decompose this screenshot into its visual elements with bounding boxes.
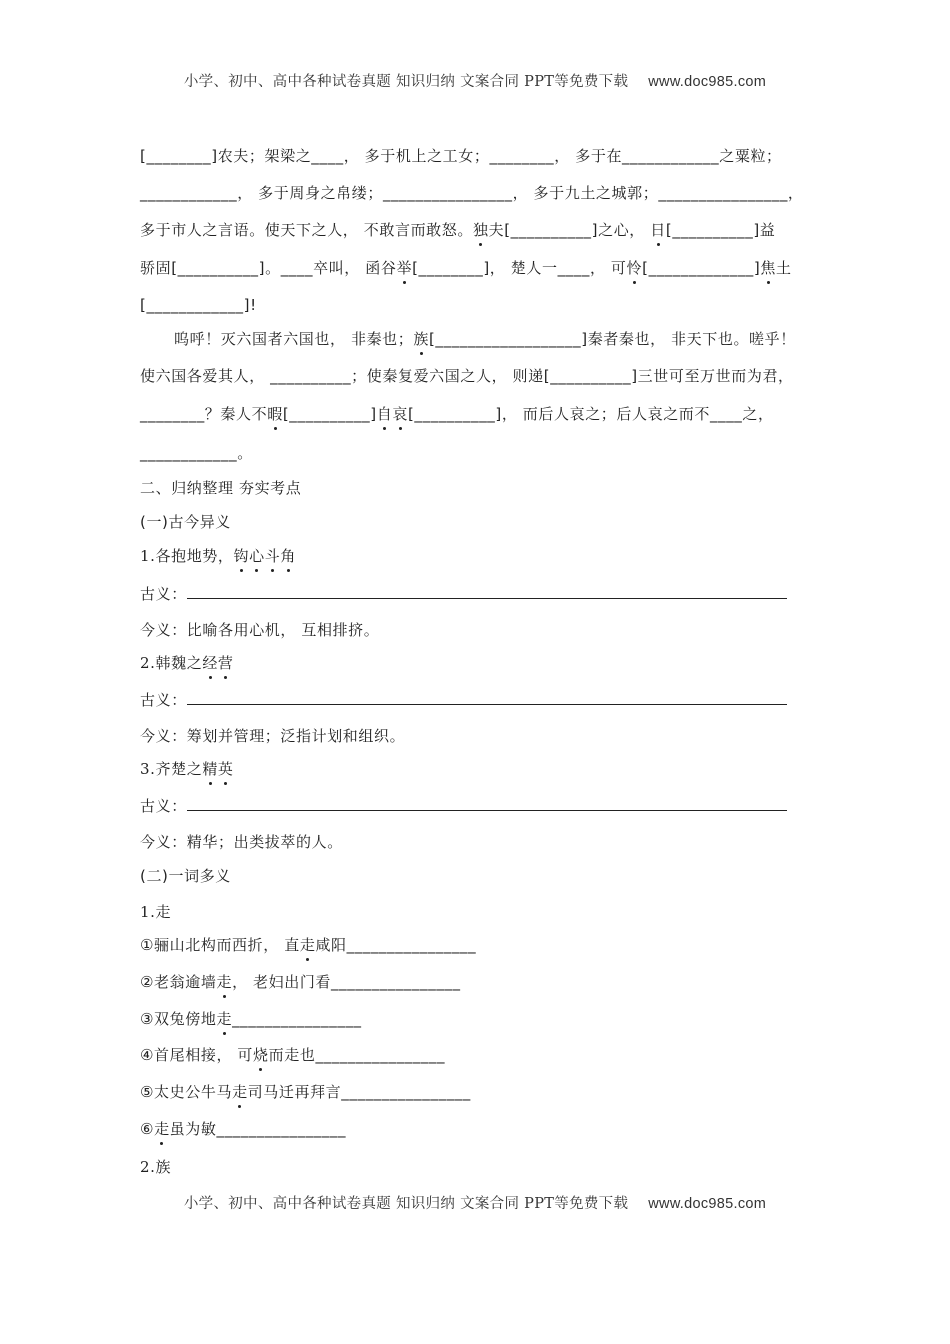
marked-char: 走 <box>232 1083 248 1101</box>
sentence-seg: ⑥ <box>140 1120 155 1138</box>
modern-meaning-3: 今义：精华；出类拔萃的人。 <box>140 833 343 851</box>
passage-seg: ________？秦人不 <box>140 405 268 423</box>
marked-char: 角 <box>280 547 296 565</box>
section-title: 二、归纳整理 夯实考点 <box>140 479 302 497</box>
marked-char: 钩 <box>233 547 250 565</box>
passage-seg: 多于市人之言语。使天下之人， 不敢言而敢怒。 <box>140 221 473 239</box>
label: 古义： <box>140 691 187 709</box>
item-prefix: 2.韩魏之 <box>140 654 203 672</box>
sentence-seg: 虽为敏________________ <box>169 1120 347 1138</box>
sentence-6 <box>140 1119 830 1139</box>
footer-text: 小学、初中、高中各种试卷真题 知识归纳 文案合同 PPT等免费下载 <box>183 1196 629 1212</box>
sentence-seg: ③双兔傍地 <box>140 1010 217 1028</box>
sentence-seg: ②老翁逾墙 <box>140 973 217 991</box>
marked-char: 走 <box>216 973 233 991</box>
item-3 <box>140 759 830 779</box>
passage-seg: [__________________]秦者秦也， 非天下也。嗟乎！ <box>428 330 796 348</box>
sentence-2 <box>140 972 830 992</box>
marked-char: 经 <box>202 654 218 672</box>
sentence-5 <box>140 1082 830 1102</box>
passage-line-3 <box>140 220 830 240</box>
sentence-seg: 司马迁再拜言________________ <box>247 1083 471 1101</box>
passage-line-6 <box>140 329 864 349</box>
header-site: www.doc985.com <box>648 74 767 90</box>
passage-seg: [_____________] <box>642 259 761 277</box>
marked-char: 英 <box>217 760 234 778</box>
marked-char: 走 <box>216 1010 233 1028</box>
marked-char: 举 <box>396 259 413 277</box>
marked-char: 暇 <box>267 405 283 423</box>
word-heading: 1.走 <box>140 903 172 921</box>
marked-char: 精 <box>202 760 218 778</box>
sentence-seg: ， 老妇出门看________________ <box>232 973 461 991</box>
passage-seg: [________]， 楚人一____， 可 <box>412 259 627 277</box>
answer-blank <box>187 586 787 599</box>
passage-seg: 土 <box>775 259 792 277</box>
marked-char: 心 <box>249 547 265 565</box>
passage-seg: [__________] <box>282 405 377 423</box>
item-prefix: 3.齐楚之 <box>140 760 203 778</box>
ancient-meaning-3 <box>140 796 830 816</box>
passage-seg: 呜呼！灭六国者六国也， 非秦也； <box>174 330 414 348</box>
passage-line-5: [____________]! <box>140 296 257 314</box>
modern-meaning-1: 今义：比喻各用心机， 互相排挤。 <box>140 621 380 639</box>
page-footer <box>0 1192 950 1213</box>
label: 古义： <box>140 585 187 603</box>
sentence-4 <box>140 1045 830 1065</box>
label: 古义： <box>140 797 187 815</box>
passage-seg: [__________]益 <box>665 221 776 239</box>
marked-char: 走 <box>299 936 316 954</box>
subsection-title: (一)古今异义 <box>140 513 231 531</box>
page-header <box>0 70 950 91</box>
sentence-seg: ________________ <box>232 1010 362 1028</box>
passage-seg: 骄固[__________]。____卒叫， 函谷 <box>140 259 397 277</box>
header-text: 小学、初中、高中各种试卷真题 知识归纳 文案合同 PPT等免费下载 <box>183 74 629 90</box>
marked-char: 怜 <box>626 259 643 277</box>
sentence-3 <box>140 1009 830 1029</box>
marked-char: 焦 <box>760 259 776 277</box>
modern-meaning-2: 今义：筹划并管理；泛指计划和组织。 <box>140 727 406 745</box>
marked-char: 营 <box>217 654 234 672</box>
sentence-seg: ①骊山北构而西折， 直 <box>140 936 300 954</box>
subsection-title: (二)一词多义 <box>140 867 231 885</box>
sentence-seg: ④首尾相接， 可 <box>140 1046 254 1064</box>
sentence-seg: 咸阳________________ <box>315 936 477 954</box>
item-prefix: 1.各抱地势， <box>140 547 234 565</box>
marked-char: 烧 <box>253 1046 269 1064</box>
item-1 <box>140 546 830 566</box>
marked-char: 哀 <box>392 405 408 423</box>
answer-blank <box>187 692 787 705</box>
marked-char: 斗 <box>264 547 281 565</box>
passage-line-8 <box>140 404 830 424</box>
marked-char: 日 <box>650 221 666 239</box>
passage-seg: [__________]， 而后人哀之；后人哀之而不____之， <box>407 405 774 423</box>
passage-line-1: [________]农夫；架梁之____， 多于机上之工女；________， 多于在____________之粟粒； <box>140 147 782 165</box>
word-heading: 2.族 <box>140 1158 172 1176</box>
passage-line-7: 使六国各爱其人， __________；使秦复爱六国之人， 则递[__________]三世可至万世而为君， <box>140 367 794 385</box>
marked-char: 走 <box>154 1120 170 1138</box>
ancient-meaning-2 <box>140 690 830 710</box>
item-2 <box>140 653 830 673</box>
sentence-seg: ⑤太史公牛马 <box>140 1083 233 1101</box>
marked-char: 族 <box>413 330 429 348</box>
passage-line-9: ____________。 <box>140 444 253 462</box>
sentence-seg: 而走也________________ <box>268 1046 446 1064</box>
sentence-1 <box>140 935 830 955</box>
passage-line-4 <box>140 258 830 278</box>
footer-site: www.doc985.com <box>648 1196 767 1212</box>
marked-char: 独 <box>472 221 489 239</box>
answer-blank <box>187 798 787 811</box>
passage-seg: 夫[__________]之心， <box>488 221 651 239</box>
passage-line-2: ____________， 多于周身之帛缕；________________， 多于九土之城郭；________________， <box>140 184 804 202</box>
marked-char: 自 <box>376 405 393 423</box>
ancient-meaning-1 <box>140 584 830 604</box>
